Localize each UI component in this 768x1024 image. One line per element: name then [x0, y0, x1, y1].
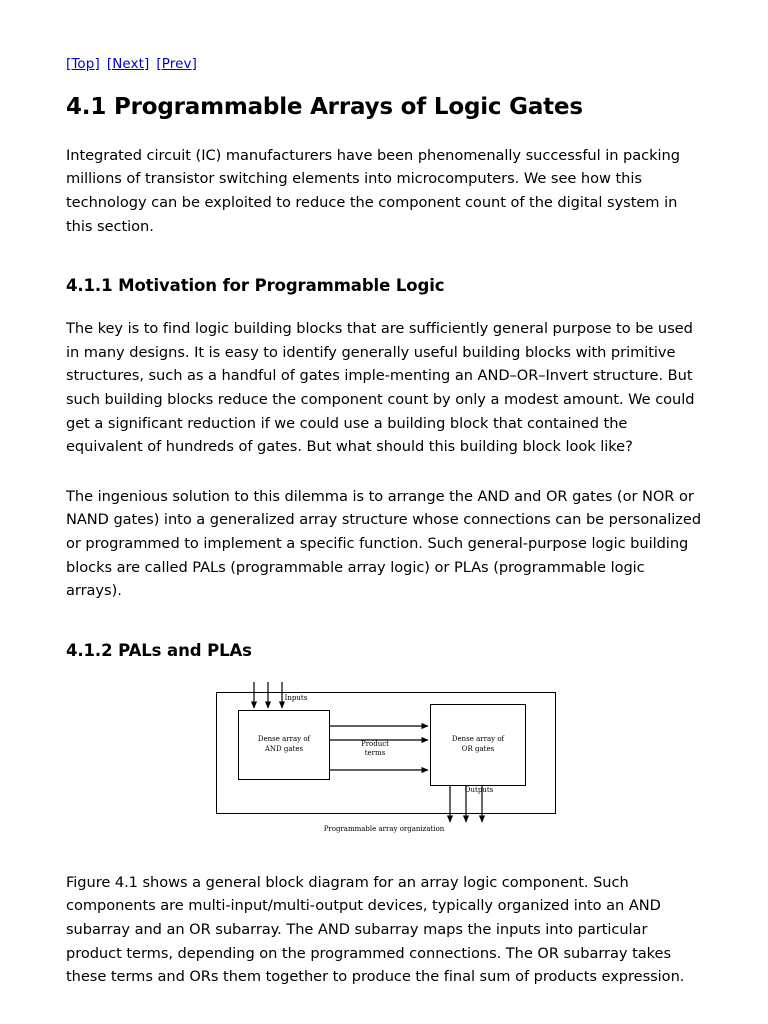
product-terms-label	[344, 740, 406, 758]
figure-caption: Programmable array organization	[323, 824, 445, 833]
page-title: 4.1 Programmable Arrays of Logic Gates	[66, 94, 583, 121]
and-array-block	[238, 710, 330, 780]
spacer-2	[66, 629, 702, 641]
nav-link-prev[interactable]: [Prev]	[156, 56, 198, 72]
intro-paragraph: Integrated circuit (IC) manufacturers have been phenomenally successful in packing millions of transistor switching elements into microcomputers. We see how this technology can be exploited to reduce the component count of the digital system in this section.	[66, 146, 680, 235]
product-terms-label-line2: terms	[364, 748, 386, 757]
section-411-paragraph-2: The ingenious solution to this dilemma is to arrange the AND and OR gates (or NOR or NAND gates) into a generalized array structure whose connections can be personalized or programmed to implement a specific function. Such general-purpose logic building blocks are called PALs (programmable array logic) or PLAs (programmable logic arrays).	[66, 487, 702, 600]
section-heading-4-1-1: 4.1.1 Motivation for Programmable Logic	[66, 276, 445, 296]
or-array-label-line2: OR gates	[461, 744, 495, 753]
figure-programmable-array	[208, 682, 560, 847]
breadcrumb-nav	[66, 56, 702, 72]
or-array-block	[430, 704, 526, 786]
spacer	[66, 264, 702, 276]
section-412-paragraph-1: Figure 4.1 shows a general block diagram for an array logic component. Such components are multi-input/multi-output devices, typically organized into an AND subarray and an OR subarray. The AND subarray maps the inputs into particular product terms, depending on the programmed connections. The OR subarray takes these terms and ORs them together to produce the final sum of products expression.	[66, 873, 685, 986]
figure-container	[66, 682, 702, 847]
section-411-paragraph-1: The key is to find logic building blocks that are sufficiently general purpose to be used in many designs. It is easy to identify generally useful building blocks with primitive structures, such as a handful of gates imple-menting an AND–OR–Invert structure. But such building blocks reduce the component count by only a modest amount. We could get a significant reduction if we could use a building block that contained the equivalent of hundreds of gates. But what should this building block look like?	[66, 319, 695, 456]
nav-link-top[interactable]: [Top]	[66, 56, 100, 72]
outputs-label: Outputs	[464, 785, 494, 794]
inputs-label: Inputs	[284, 693, 308, 702]
and-array-label-line2: AND gates	[264, 744, 304, 753]
product-terms-label-line1: Product	[361, 739, 389, 748]
nav-link-next[interactable]: [Next]	[106, 56, 150, 72]
and-array-label-line1: Dense array of	[257, 735, 311, 744]
section-heading-4-1-2: 4.1.2 PALs and PLAs	[66, 641, 252, 661]
or-array-label-line1: Dense array of	[451, 735, 505, 744]
